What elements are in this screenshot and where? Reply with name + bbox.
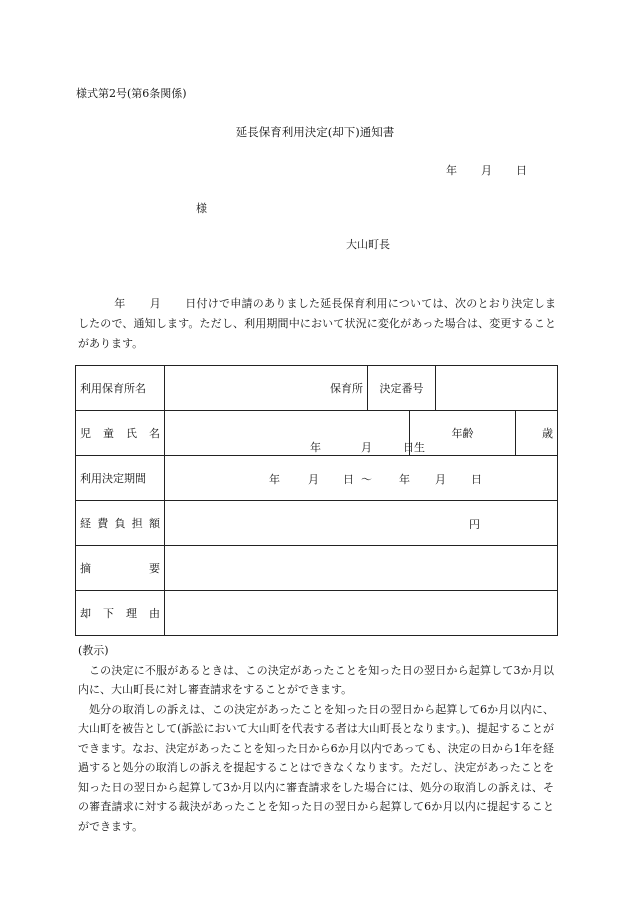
- facility-name-cell: 保育所: [165, 366, 368, 411]
- date-year: 年: [446, 164, 457, 177]
- intro-year: 年: [114, 297, 126, 310]
- rejection-reason-cell: [165, 591, 558, 636]
- period-cell: 年 月 日 〜 年 月 日: [165, 456, 558, 501]
- row-label: [76, 591, 165, 636]
- table-row: [76, 591, 558, 636]
- instructions-paragraph-2: 処分の取消しの訴えは、この決定があったことを知った日の翌日から起算して6か月以内に、大山町を被告として(訴訟において大山町を代表する者は大山町長となります。)、提起することができます。なお、決定があったことを知った日から6か月以内であっても、決定の日から1年を経過すると処分の取消しの訴えを提起することはできなくなります。ただし、決定があったことを知った日の翌日から起算して3か月以内に審査請求をした場合には、処分の取消しの訴えは、その審査請求に対する裁決があったことを知った日の翌日から起算して6か月以内に提起することができます。: [78, 702, 554, 833]
- table-row: [76, 456, 558, 501]
- row-label-text: 経 費 負 担 額: [80, 517, 160, 530]
- instructions-section: [78, 641, 554, 836]
- decision-number-label: 決定番号: [368, 366, 436, 411]
- form-number: 様式第2号(第6条関係): [76, 87, 187, 100]
- row-label: 利用決定期間: [76, 456, 165, 501]
- row-label: [76, 501, 165, 546]
- row-label: [76, 546, 165, 591]
- remarks-cell: [165, 546, 558, 591]
- table-row: [76, 546, 558, 591]
- table-row: [76, 366, 558, 411]
- date-day: 日: [516, 164, 527, 177]
- date-month: 月: [481, 164, 492, 177]
- intro-paragraph: [78, 294, 556, 354]
- age-cell: 歳: [516, 411, 558, 456]
- age-label: 年齢: [410, 411, 516, 456]
- decision-number-cell: [436, 366, 558, 411]
- table-row: [76, 411, 558, 456]
- child-name-cell: 年 月 日生: [165, 411, 410, 456]
- row-label-text: 児 童 氏 名: [80, 427, 160, 440]
- decision-table: [75, 365, 558, 636]
- table-row: [76, 501, 558, 546]
- row-label: 利用保育所名: [76, 366, 165, 411]
- page-title: 延長保育利用決定(却下)通知書: [235, 125, 395, 139]
- issuer-name: 大山町長: [346, 238, 390, 251]
- row-label-text: 却 下 理 由: [80, 607, 160, 620]
- cost-cell: 円: [165, 501, 558, 546]
- instructions-heading: (教示): [78, 644, 109, 657]
- addressee-suffix: 様: [196, 202, 207, 215]
- intro-text: 日付けで申請のありました延長保育利用については、次のとおり決定しましたので、通知します。ただし、利用期間中において状況に変化があった場合は、変更することがあります。: [78, 297, 556, 350]
- intro-month: 月: [149, 297, 161, 310]
- row-label-text: 摘 要: [80, 562, 160, 575]
- row-label: [76, 411, 165, 456]
- instructions-paragraph-1: この決定に不服があるときは、この決定があったことを知った日の翌日から起算して3か月以内に、大山町長に対し審査請求をすることができます。: [78, 663, 554, 696]
